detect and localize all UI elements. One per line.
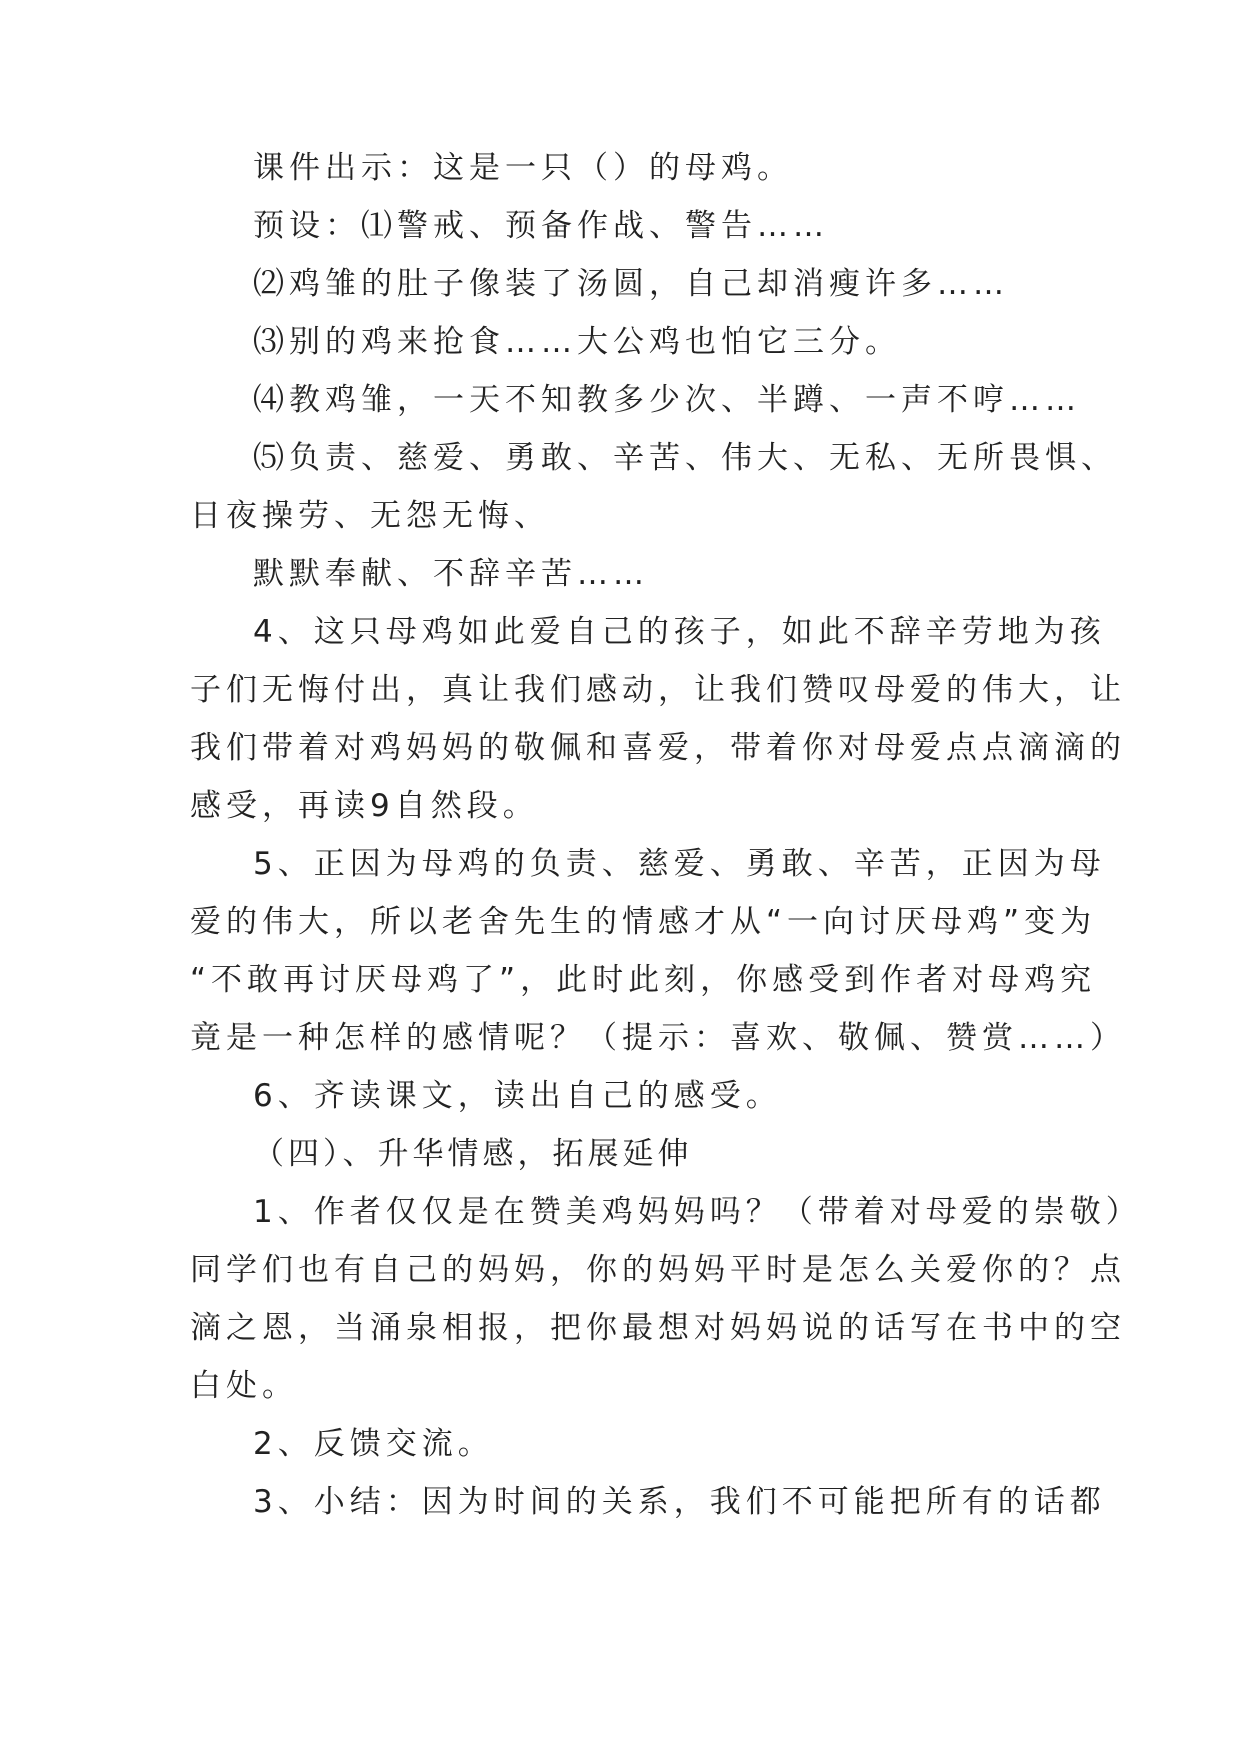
text-line: 4、这只母鸡如此爱自己的孩子，如此不辞辛劳地为孩 <box>253 614 1106 650</box>
text-line: 同学们也有自己的妈妈，你的妈妈平时是怎么关爱你的？点 <box>190 1252 1126 1288</box>
text-line: 竟是一种怎样的感情呢？（提示：喜欢、敬佩、赞赏……） <box>190 1020 1126 1056</box>
text-line: 白处。 <box>190 1368 298 1404</box>
text-line: 预设：⑴警戒、预备作战、警告…… <box>253 208 829 244</box>
text-line: 课件出示：这是一只（）的母鸡。 <box>253 150 793 186</box>
text-line: 2、反馈交流。 <box>253 1426 494 1462</box>
text-line: 3、小结：因为时间的关系，我们不可能把所有的话都 <box>253 1484 1106 1520</box>
text-line: 1、作者仅仅是在赞美鸡妈妈吗？（带着对母爱的崇敬） <box>253 1194 1142 1230</box>
text-line: “不敢再讨厌母鸡了”，此时此刻，你感受到作者对母鸡究 <box>190 962 1097 998</box>
section-heading: （四）、升华情感，拓展延伸 <box>253 1136 693 1172</box>
text-line: ⑵鸡雏的肚子像装了汤圆，自己却消瘦许多…… <box>253 266 1009 302</box>
text-line: 我们带着对鸡妈妈的敬佩和喜爱，带着你对母爱点点滴滴的 <box>190 730 1126 766</box>
text-line: 子们无悔付出，真让我们感动，让我们赞叹母爱的伟大，让 <box>190 672 1126 708</box>
text-line: 默默奉献、不辞辛苦…… <box>253 556 649 592</box>
text-line: 日夜操劳、无怨无悔、 <box>190 498 550 534</box>
text-line: ⑶别的鸡来抢食……大公鸡也怕它三分。 <box>253 324 901 360</box>
text-line: 滴之恩，当涌泉相报，把你最想对妈妈说的话写在书中的空 <box>190 1310 1126 1346</box>
text-line: ⑸负责、慈爱、勇敢、辛苦、伟大、无私、无所畏惧、 <box>253 440 1117 476</box>
text-line: ⑷教鸡雏，一天不知教多少次、半蹲、一声不哼…… <box>253 382 1081 418</box>
text-line: 爱的伟大，所以老舍先生的情感才从“一向讨厌母鸡”变为 <box>190 904 1097 940</box>
text-line: 5、正因为母鸡的负责、慈爱、勇敢、辛苦，正因为母 <box>253 846 1106 882</box>
text-line: 感受，再读9自然段。 <box>190 788 539 824</box>
text-line: 6、齐读课文，读出自己的感受。 <box>253 1078 782 1114</box>
